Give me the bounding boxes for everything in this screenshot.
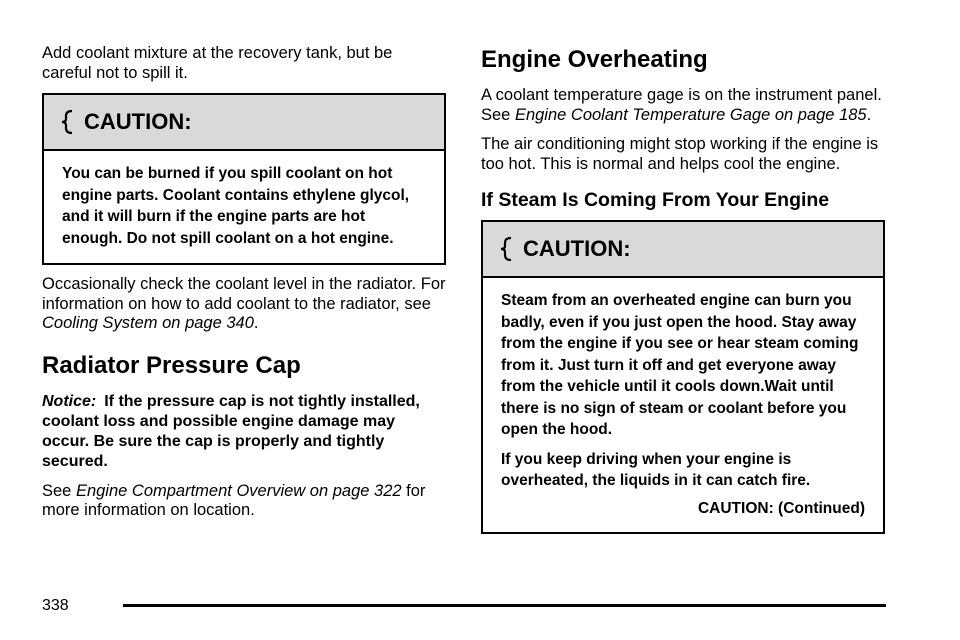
radiator-pressure-cap-heading: Radiator Pressure Cap xyxy=(42,351,301,379)
caution-header xyxy=(483,222,883,278)
caution-box-steam xyxy=(481,220,885,534)
page-number: 338 xyxy=(42,597,69,614)
notice-paragraph xyxy=(42,392,446,472)
caution-text: You can be burned if you spill coolant on hot engine parts. Coolant contains ethylene glycol, and it will burn if the engine parts are hot enough. Do not spill coolant on a hot engine. xyxy=(62,165,410,247)
caution-title: CAUTION: xyxy=(523,236,631,261)
intro-paragraph: Add coolant mixture at the recovery tank, but be careful not to spill it. xyxy=(42,44,393,82)
notice-label: Notice: xyxy=(42,392,97,410)
coolant-gage-paragraph: A coolant temperature gage is on the instrument panel. See Engine Coolant Temperature Gage on page 185. xyxy=(481,86,882,124)
steam-subheading: If Steam Is Coming From Your Engine xyxy=(481,189,830,211)
caution-text-steam: Steam from an overheated engine can burn you badly, even if you just open the hood. Stay away from the engine if you see or hear steam coming from it. Just turn it off and get everyone away from the vehicle until it cools down.Wait until there is no sign of steam or coolant before you open the hood. xyxy=(501,292,859,438)
caution-text-fire: If you keep driving when your engine is overheated, the liquids in it can catch fire. xyxy=(501,450,811,489)
right-column xyxy=(481,44,885,544)
caution-continued: CAUTION: (Continued) xyxy=(697,499,865,517)
cooling-system-link[interactable]: Cooling System on page 340 xyxy=(42,314,254,332)
footer-rule xyxy=(123,604,886,607)
caution-brace-icon xyxy=(497,236,517,262)
check-coolant-paragraph: Occasionally check the coolant level in the radiator. For information on how to add coolant to the radiator, see Cooling System on page 340. xyxy=(42,275,446,332)
notice-text: If the pressure cap is not tightly installed, coolant loss and possible engine damage may occur. Be sure the cap is properly and tightly secured. xyxy=(42,392,420,470)
caution-body xyxy=(483,278,883,532)
caution-box-coolant xyxy=(42,93,446,265)
engine-compartment-link[interactable]: Engine Compartment Overview on page 322 xyxy=(75,481,402,500)
caution-brace-icon xyxy=(58,109,78,135)
caution-body xyxy=(44,151,444,263)
caution-title: CAUTION: xyxy=(84,109,192,134)
see-location-paragraph: See Engine Compartment Overview on page 322 for more information on location. xyxy=(42,481,426,519)
caution-header xyxy=(44,95,444,151)
coolant-temperature-gage-link[interactable]: Engine Coolant Temperature Gage on page 185 xyxy=(514,105,867,124)
air-conditioning-paragraph: The air conditioning might stop working if the engine is too hot. This is normal and helps cool the engine. xyxy=(481,135,879,173)
engine-overheating-heading: Engine Overheating xyxy=(481,46,708,73)
left-column xyxy=(42,44,446,531)
